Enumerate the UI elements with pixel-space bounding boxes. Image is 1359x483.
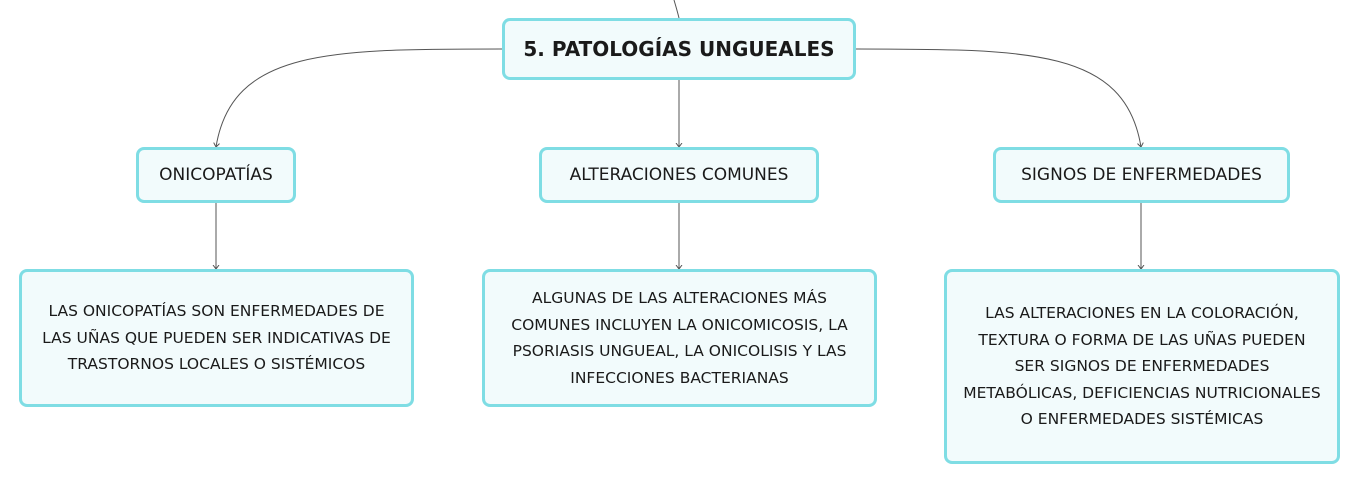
- detail-text-signos-de-enfermedades: LAS ALTERACIONES EN LA COLORACIÓN, TEXTURA O FORMA DE LAS UÑAS PUEDEN SER SIGNOS DE ENFERMEDADES METABÓLICAS, DEFICIENCIAS NUTRICIONALES O ENFERMEDADES SISTÉMICAS: [963, 304, 1321, 429]
- root-topic-node[interactable]: [502, 18, 856, 80]
- detail-text-alteraciones-comunes: ALGUNAS DE LAS ALTERACIONES MÁS COMUNES INCLUYEN LA ONICOMICOSIS, LA PSORIASIS UNGUEAL, LA ONICOLISIS Y LAS INFECCIONES BACTERIANAS: [511, 289, 848, 387]
- topic-node-onicopatias[interactable]: [136, 147, 296, 203]
- incoming-connector: [674, 0, 679, 18]
- root-topic-label: 5. PATOLOGÍAS UNGUEALES: [523, 37, 835, 61]
- detail-text-onicopatias: LAS ONICOPATÍAS SON ENFERMEDADES DE LAS UÑAS QUE PUEDEN SER INDICATIVAS DE TRASTORNOS LOCALES O SISTÉMICOS: [42, 302, 391, 374]
- topic-label-onicopatias: ONICOPATÍAS: [159, 165, 273, 185]
- topic-node-signos-de-enfermedades[interactable]: [993, 147, 1290, 203]
- connector-root-to-onicopatias: [216, 49, 502, 147]
- detail-node-signos-de-enfermedades[interactable]: [944, 269, 1340, 464]
- topic-label-alteraciones-comunes: ALTERACIONES COMUNES: [569, 165, 789, 185]
- detail-node-onicopatias[interactable]: [19, 269, 414, 407]
- topic-node-alteraciones-comunes[interactable]: [539, 147, 819, 203]
- connector-root-to-signos: [856, 49, 1141, 147]
- topic-label-signos-de-enfermedades: SIGNOS DE ENFERMEDADES: [1021, 165, 1262, 185]
- detail-node-alteraciones-comunes[interactable]: [482, 269, 877, 407]
